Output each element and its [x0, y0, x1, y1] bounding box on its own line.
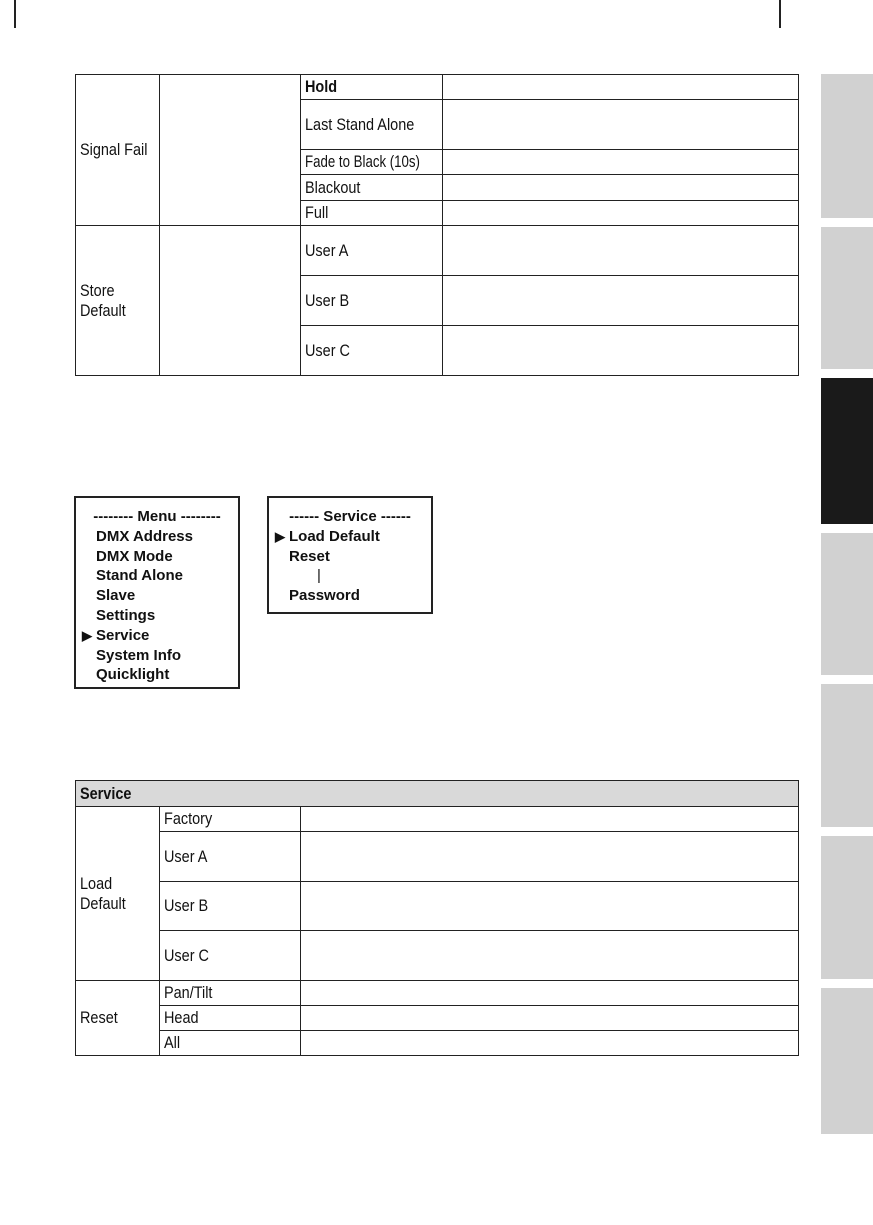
description-cell [443, 201, 799, 226]
signal-fail-table [75, 74, 799, 376]
description-cell [301, 1006, 799, 1031]
signal-fail-label: Signal Fail [76, 75, 160, 226]
menu-item-stand-alone: Stand Alone [96, 567, 183, 585]
crop-mark-right [779, 0, 795, 28]
section-tab-7[interactable] [821, 988, 873, 1134]
description-cell [443, 175, 799, 201]
menu-item-service: ▶ Service [82, 626, 150, 644]
description-cell [301, 931, 799, 981]
store-default-blank-cell [160, 226, 301, 376]
menu-item-slave: Slave [96, 587, 136, 605]
description-cell [301, 832, 799, 882]
signal-fail-blank-cell [160, 75, 301, 226]
section-tab-active[interactable] [821, 378, 873, 524]
description-cell [301, 807, 799, 832]
description-cell [443, 100, 799, 150]
option-pan-tilt: Pan/Tilt [160, 981, 301, 1006]
service-item-reset: Reset [289, 547, 330, 565]
option-user-a: User A [160, 832, 301, 882]
option-all: All [160, 1031, 301, 1056]
selection-arrow-icon: ▶ [82, 627, 92, 643]
option-head: Head [160, 1006, 301, 1031]
description-cell [443, 326, 799, 376]
menu-item-dmx-address: DMX Address [96, 527, 193, 545]
selection-arrow-icon: ▶ [275, 528, 285, 544]
service-item-continuation-bar: | [317, 567, 321, 585]
load-default-label: Load Default [76, 807, 160, 981]
menu-item-system-info: System Info [96, 646, 182, 664]
section-tab-5[interactable] [821, 684, 873, 827]
description-cell [301, 882, 799, 931]
service-item-load-default: ▶ Load Default [275, 527, 380, 545]
option-user-a: User A [301, 226, 443, 276]
section-tab-4[interactable] [821, 533, 873, 675]
service-item-password: Password [289, 587, 360, 605]
service-table-header: Service [76, 781, 799, 807]
description-cell [443, 276, 799, 326]
menu-item-settings: Settings [96, 606, 156, 624]
option-full: Full [301, 201, 443, 226]
description-cell [443, 150, 799, 175]
crop-mark-left [0, 0, 16, 28]
option-user-b: User B [160, 882, 301, 931]
option-user-c: User C [301, 326, 443, 376]
store-default-label: Store Default [76, 226, 160, 376]
reset-label: Reset [76, 981, 160, 1056]
section-tab-6[interactable] [821, 836, 873, 979]
section-tab-1[interactable] [821, 74, 873, 218]
section-tab-2[interactable] [821, 227, 873, 369]
menu-item-dmx-mode: DMX Mode [96, 547, 173, 565]
option-user-b: User B [301, 276, 443, 326]
option-hold: Hold [301, 75, 443, 100]
description-cell [443, 75, 799, 100]
option-last-stand-alone: Last Stand Alone [301, 100, 443, 150]
description-cell [301, 981, 799, 1006]
service-display [267, 496, 433, 614]
menu-display-title: -------- Menu -------- [93, 508, 221, 525]
description-cell [301, 1031, 799, 1056]
option-factory: Factory [160, 807, 301, 832]
option-fade-to-black: Fade to Black (10s) [301, 150, 443, 175]
description-cell [443, 226, 799, 276]
service-display-title: ------ Service ------ [289, 508, 411, 525]
option-user-c: User C [160, 931, 301, 981]
menu-display [74, 496, 240, 689]
service-table [75, 780, 799, 1056]
option-blackout: Blackout [301, 175, 443, 201]
menu-item-quicklight: Quicklight [96, 666, 170, 684]
